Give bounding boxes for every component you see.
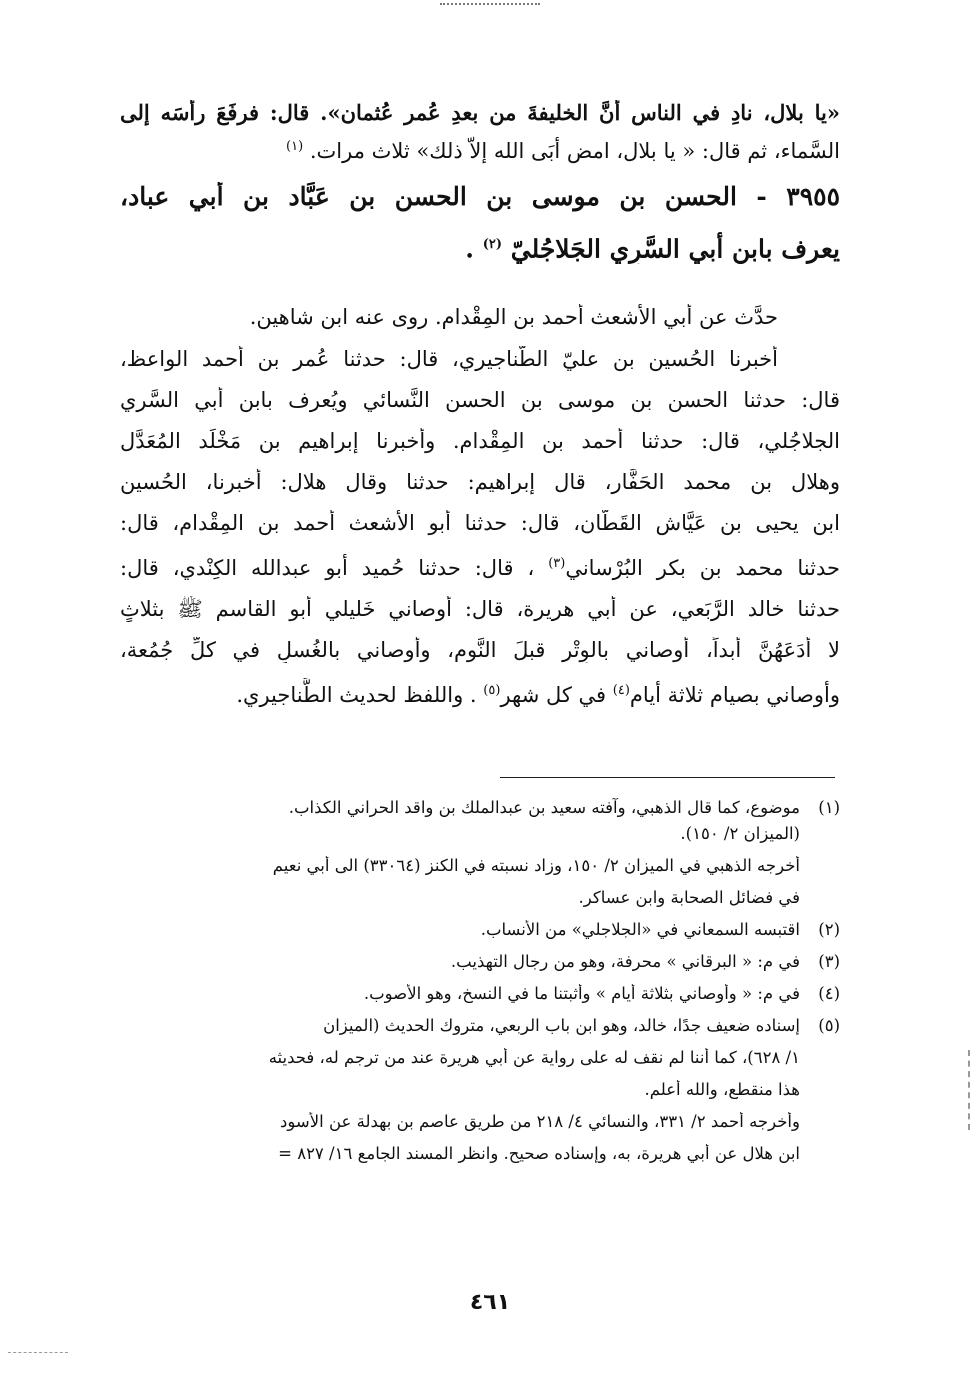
text-line-8: الجلاجُلي، قال: حدثنا أحمد بن المِقْدام. وأخبرنا إبراهيم بن مَخْلَد المُعَدَّل <box>120 429 840 454</box>
entry-heading-cont: يعرف بابن أبي السَّرِي الجَلاجُليّ $^{(٢)}$ . <box>465 234 840 264</box>
footnote-number-2: (٢) <box>818 920 840 939</box>
footnotes <box>125 798 840 1164</box>
scan-margin-mark <box>968 1050 972 1130</box>
footnote-number-5: (٥) <box>818 1016 840 1035</box>
text-line-6: أخبرنا الحُسين بن عليّ الطَّناجيري، قال: حدثنا عُمر بن أحمد الواعظ، <box>120 347 778 372</box>
footnote-marker-1: (١) <box>286 139 304 154</box>
footnote-1-extra-cont: في فضائل الصحابة وابن عساكر. <box>578 888 800 907</box>
text-line-5: حدَّث عن أبي الأشعث أحمد بن المِقْدام. روى عنه ابن شاهين. <box>249 305 778 330</box>
text-line-13: لا أدَعَهُنَّ أبداً، أوصاني بالوِتْر قبلَ النَّوم، وأوصاني بالغُسلِ في كلِّ جُمُعة، <box>120 638 840 663</box>
entry-heading: ٣٩٥٥ - الحسن بن موسى بن الحسن بن عَبَّاد بن أبي عباد، <box>120 182 840 211</box>
footnote-1-extra: أخرجه الذهبي في الميزان ٢/ ١٥٠، وزاد نسبته في الكنز (٣٣٠٦٤) الى أبي نعيم <box>272 856 800 875</box>
footnote-marker-2: (٢) <box>482 237 503 252</box>
footnote-marker-4: (٤) <box>612 683 630 699</box>
text-line-12: حدثنا خالد الرَّبَعي، عن أبي هريرة، قال: أوصاني خَليلي أبو القاسم ﷺ بثلاثٍ <box>120 597 840 622</box>
footnote-5-cont-2: هذا منقطع، والله أعلم. <box>644 1080 800 1099</box>
text-line-11: حدثنا محمد بن بكر البُرْساني$^{(٣)}$ ، قال: حدثنا حُميد أبو عبدالله الكِنْدي، قال: <box>120 556 840 581</box>
footnote-5-extra-cont: ابن هلال عن أبي هريرة، به، وإسناده صحيح. وانظر المسند الجامع ١٦/ ٨٢٧ = <box>278 1144 800 1163</box>
text-line-9: وهلال بن محمد الحَفَّار، قال إبراهيم: حدثنا وقال هلال: أخبرنا، الحُسين <box>120 470 840 495</box>
main-text <box>120 100 840 708</box>
text-line-10: ابن يحيى بن عَيَّاش القَطَّان، قال: حدثنا أبو الأشعث أحمد بن المِقْدام، قال: <box>120 511 840 536</box>
footnote-marker-5: (٥) <box>483 683 501 699</box>
scan-bottom-mark <box>8 1352 68 1355</box>
footnote-number-4: (٤) <box>818 984 840 1003</box>
text-line-14: وأوصاني بصيام ثلاثة أيام$^{(٤)}$ في كل شهر$^{(٥)}$ . واللفظ لحديث الطَّناجيري. <box>236 683 840 708</box>
page-number: ٤٦١ <box>469 1290 511 1315</box>
footnote-3: (٣)في م: « البرقاني » محرفة، وهو من رجال التهذيب. <box>450 952 840 971</box>
text-line-2: السَّماء، ثم قال: « يا بلال، امضِ أبَى الله إلاّ ذلك» ثلاث مرات. $^{(١)}$ <box>286 139 840 163</box>
footnote-1: (١)موضوع، كما قال الذهبي، وآفته سعيد بن عبدالملك بن واقد الحراني الكذاب. <box>288 798 840 817</box>
footnote-5-extra: وأخرجه أحمد ٢/ ٣٣١، والنسائي ٤/ ٢١٨ من طريق عاصم بن بهدلة عن الأسود <box>280 1112 800 1131</box>
footnote-number-3: (٣) <box>818 952 840 971</box>
footnote-5-cont: ١/ ٦٢٨)، كما أننا لم نقف له على رواية عن أبي هريرة عند من ترجم له، فحديثه <box>268 1048 800 1067</box>
footnote-5: (٥)إسناده ضعيف جدًا، خالد، وهو ابن باب الربعي، متروك الحديث (الميزان <box>323 1016 840 1035</box>
scan-top-mark <box>440 3 540 7</box>
footnote-marker-3: (٣) <box>548 556 566 572</box>
footnote-4: (٤)في م: « وأوصاني بثلاثة أيام » وأثبتنا ما في النسخ، وهو الأصوب. <box>363 984 840 1003</box>
footnote-number-1: (١) <box>818 798 840 817</box>
footnote-separator <box>500 777 835 778</box>
footnote-2: (٢)اقتبسه السمعاني في «الجلاجلي» من الأنساب. <box>480 920 840 939</box>
text-line-1: «يا بلال، نادِ في الناس أنَّ الخليفةَ من بعدِ عُمر عُثمان». قال: فرفَعَ رأسَه إلى <box>120 100 840 125</box>
text-line-7: قال: حدثنا الحسن بن موسى بن الحسن النَّسائي ويُعرف بابن أبي السَّري <box>120 388 840 413</box>
footnote-1-cont: (الميزان ٢/ ١٥٠). <box>680 824 800 843</box>
